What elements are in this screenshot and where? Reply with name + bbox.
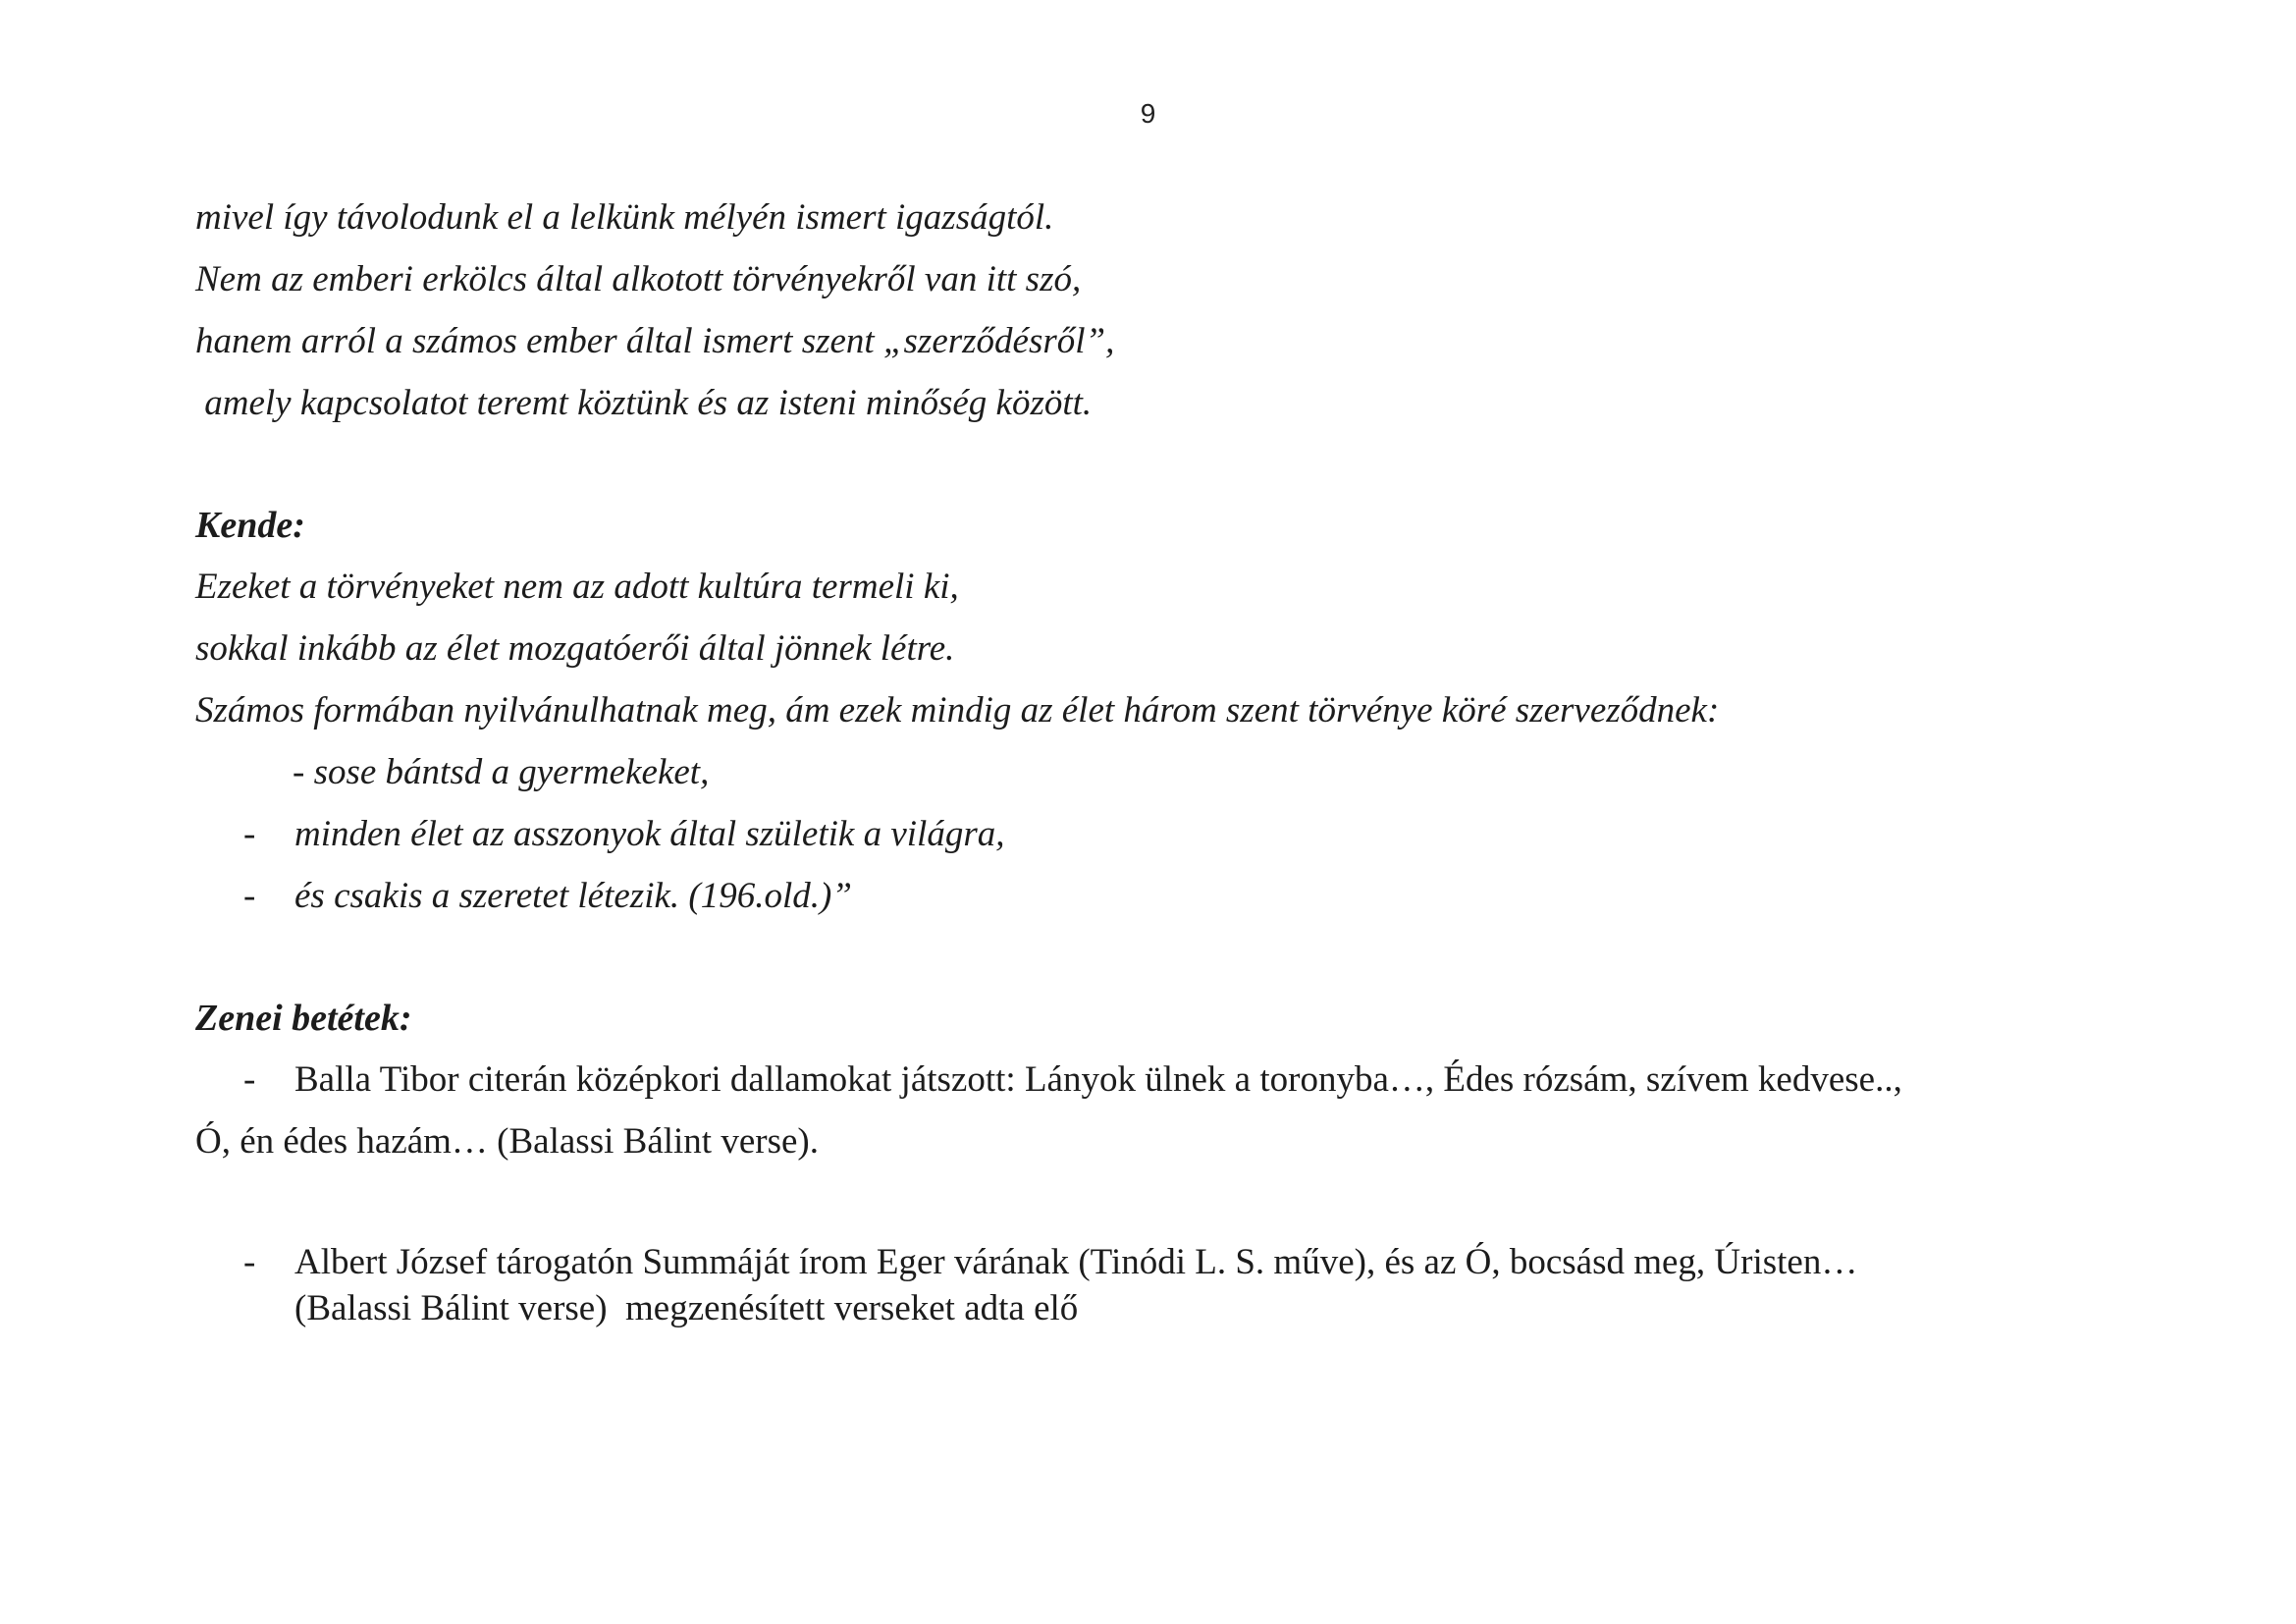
music-item-1-line-1: Balla Tibor citerán középkori dallamokat játszott: Lányok ülnek a toronyba…, Édes rózsám, szívem kedvese.., xyxy=(294,1059,1902,1100)
quote-line-3: hanem arról a számos ember által ismert szent „szerződésről”, xyxy=(195,321,1115,361)
kende-line-2: sokkal inkább az élet mozgatóerői által jönnek létre. xyxy=(195,628,955,669)
quote-line-4: amely kapcsolatot teremt köztünk és az isteni minőség között. xyxy=(195,383,1093,423)
music-item-1-dash: - xyxy=(243,1059,256,1100)
music-heading: Zenei betétek: xyxy=(195,998,412,1039)
quote-line-2: Nem az emberi erkölcs által alkotott törvényekről van itt szó, xyxy=(195,259,1082,299)
music-item-2-dash: - xyxy=(243,1242,256,1282)
page-number: 9 xyxy=(1140,98,1156,129)
kende-heading: Kende: xyxy=(195,505,305,546)
music-item-1-line-2: Ó, én édes hazám… (Balassi Bálint verse). xyxy=(195,1121,819,1162)
kende-line-3: Számos formában nyilvánulhatnak meg, ám ezek mindig az élet három szent törvénye köré szerveződnek: xyxy=(195,690,1720,731)
law-item-3: és csakis a szeretet létezik. (196.old.)” xyxy=(294,876,852,916)
quote-line-1: mivel így távolodunk el a lelkünk mélyén ismert igazságtól. xyxy=(195,197,1054,238)
music-item-2-line-1: Albert József tárogatón Summáját írom Eger várának (Tinódi L. S. műve), és az Ó, bocsásd meg, Úristen… xyxy=(294,1242,1858,1282)
kende-line-1: Ezeket a törvényeket nem az adott kultúra termeli ki, xyxy=(195,567,959,607)
law-item-1: - sose bántsd a gyermekeket, xyxy=(293,752,710,792)
law-item-3-dash: - xyxy=(243,876,256,916)
law-item-2: minden élet az asszonyok által születik a világra, xyxy=(294,814,1005,854)
law-item-2-dash: - xyxy=(243,814,256,854)
music-item-2-line-2: (Balassi Bálint verse) megzenésített verseket adta elő xyxy=(294,1288,1079,1328)
